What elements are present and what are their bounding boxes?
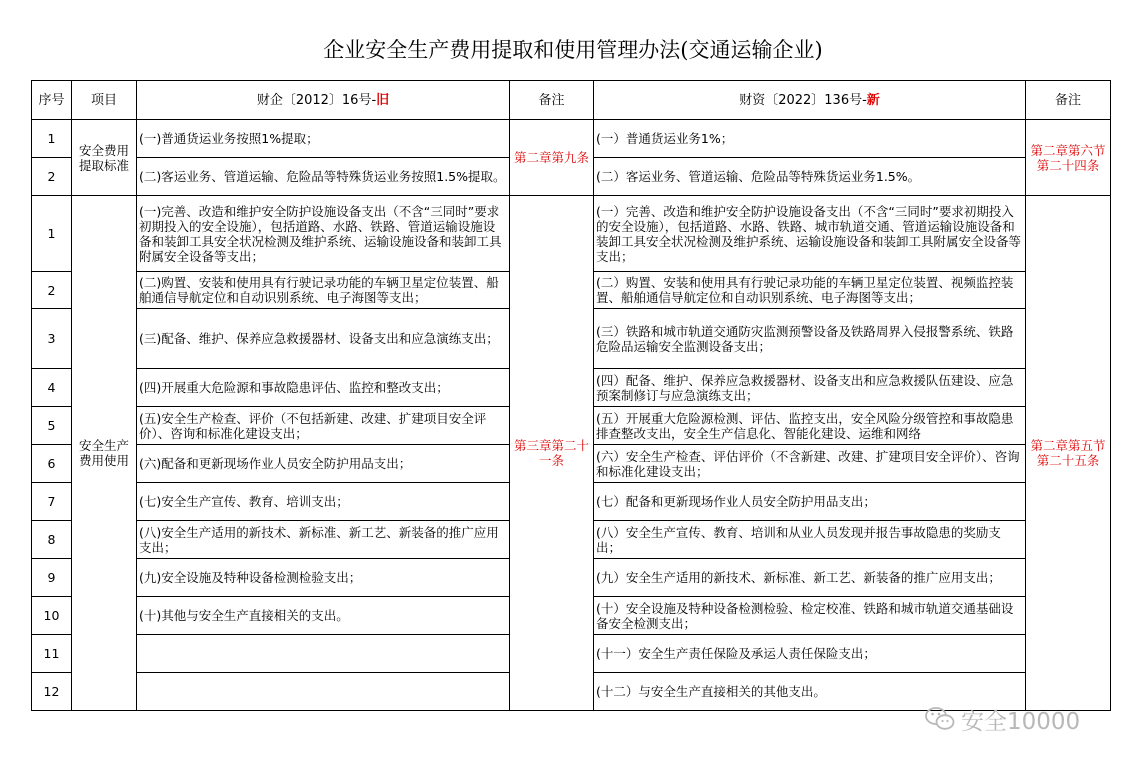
row-seq: 3 <box>32 309 72 369</box>
new-clause: (三）铁路和城市轨道交通防灾监测预警设备及铁路周界入侵报警系统、铁路危险品运输安全监测设备支出； <box>594 309 1026 369</box>
old-regulation-number: 财企〔2012〕16号- <box>256 92 377 108</box>
row-seq: 10 <box>32 597 72 635</box>
old-clause: (三)配备、维护、保养应急救援器材、设备支出和应急演练支出； <box>137 309 510 369</box>
header-old-regulation <box>137 81 510 120</box>
new-tag: 新 <box>866 92 880 108</box>
new-regulation-number: 财资〔2022〕136号- <box>739 92 867 108</box>
old-clause: (六)配备和更新现场作业人员安全防护用品支出； <box>137 445 510 483</box>
old-clause: (二)客运业务、管道运输、危险品等特殊货运业务按照1.5%提取。 <box>137 158 510 196</box>
old-tag: 旧 <box>376 92 390 108</box>
old-clause: (一)完善、改造和维护安全防护设施设备支出（不含“三同时”要求初期投入的安全设施），包括道路、水路、铁路、管道运输设施设备和装卸工具安全状况检测及维护系统、运输设施设备和装卸工具附属安全设备等支出； <box>137 196 510 272</box>
row-seq: 12 <box>32 673 72 711</box>
page-title: 企业安全生产费用提取和使用管理办法(交通运输企业) <box>323 38 823 62</box>
old-clause: (二)购置、安装和使用具有行驶记录功能的车辆卫星定位装置、船舶通信导航定位和自动识别系统、电子海图等支出； <box>137 272 510 309</box>
wechat-icon <box>925 706 955 732</box>
row-seq: 2 <box>32 272 72 309</box>
new-clause: (十一）安全生产责任保险及承运人责任保险支出； <box>594 635 1026 673</box>
header-row <box>32 81 1111 120</box>
new-clause: (六）安全生产检查、评估评价（不含新建、改建、扩建项目安全评价）、咨询和标准化建设支出； <box>594 445 1026 483</box>
old-clause: (五)安全生产检查、评价（不包括新建、改建、扩建项目安全评价）、咨询和标准化建设支出； <box>137 407 510 445</box>
new-clause: (七）配备和更新现场作业人员安全防护用品支出； <box>594 483 1026 521</box>
row-seq: 11 <box>32 635 72 673</box>
group-label-usage: 安全生产费用使用 <box>72 196 137 711</box>
new-clause: (一）普通货运业务1%； <box>594 120 1026 158</box>
new-clause: (一）完善、改造和维护安全防护设施设备支出（不含“三同时”要求初期投入的安全设施），包括道路、水路、铁路、城市轨道交通、管道运输设施设备和装卸工具安全状况检测及维护系统、运输设施设备和装卸工具附属安全设备等支出； <box>594 196 1026 272</box>
row-seq: 1 <box>32 196 72 272</box>
old-clause <box>137 673 510 711</box>
header-note-new: 备注 <box>1026 81 1111 120</box>
old-clause: (八)安全生产适用的新技术、新标准、新工艺、新装备的推广应用支出； <box>137 521 510 559</box>
header-seq: 序号 <box>32 81 72 120</box>
new-clause: (五）开展重大危险源检测、评估、监控支出，安全风险分级管控和事故隐患排查整改支出，安全生产信息化、智能化建设、运维和网络 <box>594 407 1026 445</box>
new-clause: (十二）与安全生产直接相关的其他支出。 <box>594 673 1026 711</box>
new-clause: (九）安全生产适用的新技术、新标准、新工艺、新装备的推广应用支出； <box>594 559 1026 597</box>
new-clause: (二）购置、安装和使用具有行驶记录功能的车辆卫星定位装置、视频监控装置、船舶通信导航定位和自动识别系统、电子海图等支出； <box>594 272 1026 309</box>
new-clause: (十）安全设施及特种设备检测检验、检定校准、铁路和城市轨道交通基础设备安全检测支出； <box>594 597 1026 635</box>
row-seq: 4 <box>32 369 72 407</box>
old-clause: (一)普通货运业务按照1%提取； <box>137 120 510 158</box>
table-row <box>32 120 1111 158</box>
new-note-usage: 第二章第五节第二十五条 <box>1026 196 1111 711</box>
new-note-extraction: 第二章第六节第二十四条 <box>1026 120 1111 196</box>
old-clause: (十)其他与安全生产直接相关的支出。 <box>137 597 510 635</box>
header-new-regulation <box>594 81 1026 120</box>
row-seq: 1 <box>32 120 72 158</box>
new-clause: (四）配备、维护、保养应急救援器材、设备支出和应急救援队伍建设、应急预案制修订与应急演练支出； <box>594 369 1026 407</box>
watermark-text: 安全10000 <box>961 708 1081 735</box>
row-seq: 2 <box>32 158 72 196</box>
watermark <box>925 704 1080 734</box>
row-seq: 7 <box>32 483 72 521</box>
table-row <box>32 196 1111 272</box>
row-seq: 6 <box>32 445 72 483</box>
header-item: 项目 <box>72 81 137 120</box>
new-clause: (二）客运业务、管道运输、危险品等特殊货运业务1.5%。 <box>594 158 1026 196</box>
old-clause: (七)安全生产宣传、教育、培训支出； <box>137 483 510 521</box>
old-clause: (九)安全设施及特种设备检测检验支出； <box>137 559 510 597</box>
old-clause: (四)开展重大危险源和事故隐患评估、监控和整改支出； <box>137 369 510 407</box>
header-note-old: 备注 <box>510 81 594 120</box>
row-seq: 9 <box>32 559 72 597</box>
row-seq: 8 <box>32 521 72 559</box>
new-clause: (八）安全生产宣传、教育、培训和从业人员发现并报告事故隐患的奖励支出； <box>594 521 1026 559</box>
group-label-extraction: 安全费用提取标准 <box>72 120 137 196</box>
old-note-usage: 第三章第二十一条 <box>510 196 594 711</box>
old-note-extraction: 第二章第九条 <box>510 120 594 196</box>
row-seq: 5 <box>32 407 72 445</box>
comparison-table <box>31 80 1111 711</box>
old-clause <box>137 635 510 673</box>
